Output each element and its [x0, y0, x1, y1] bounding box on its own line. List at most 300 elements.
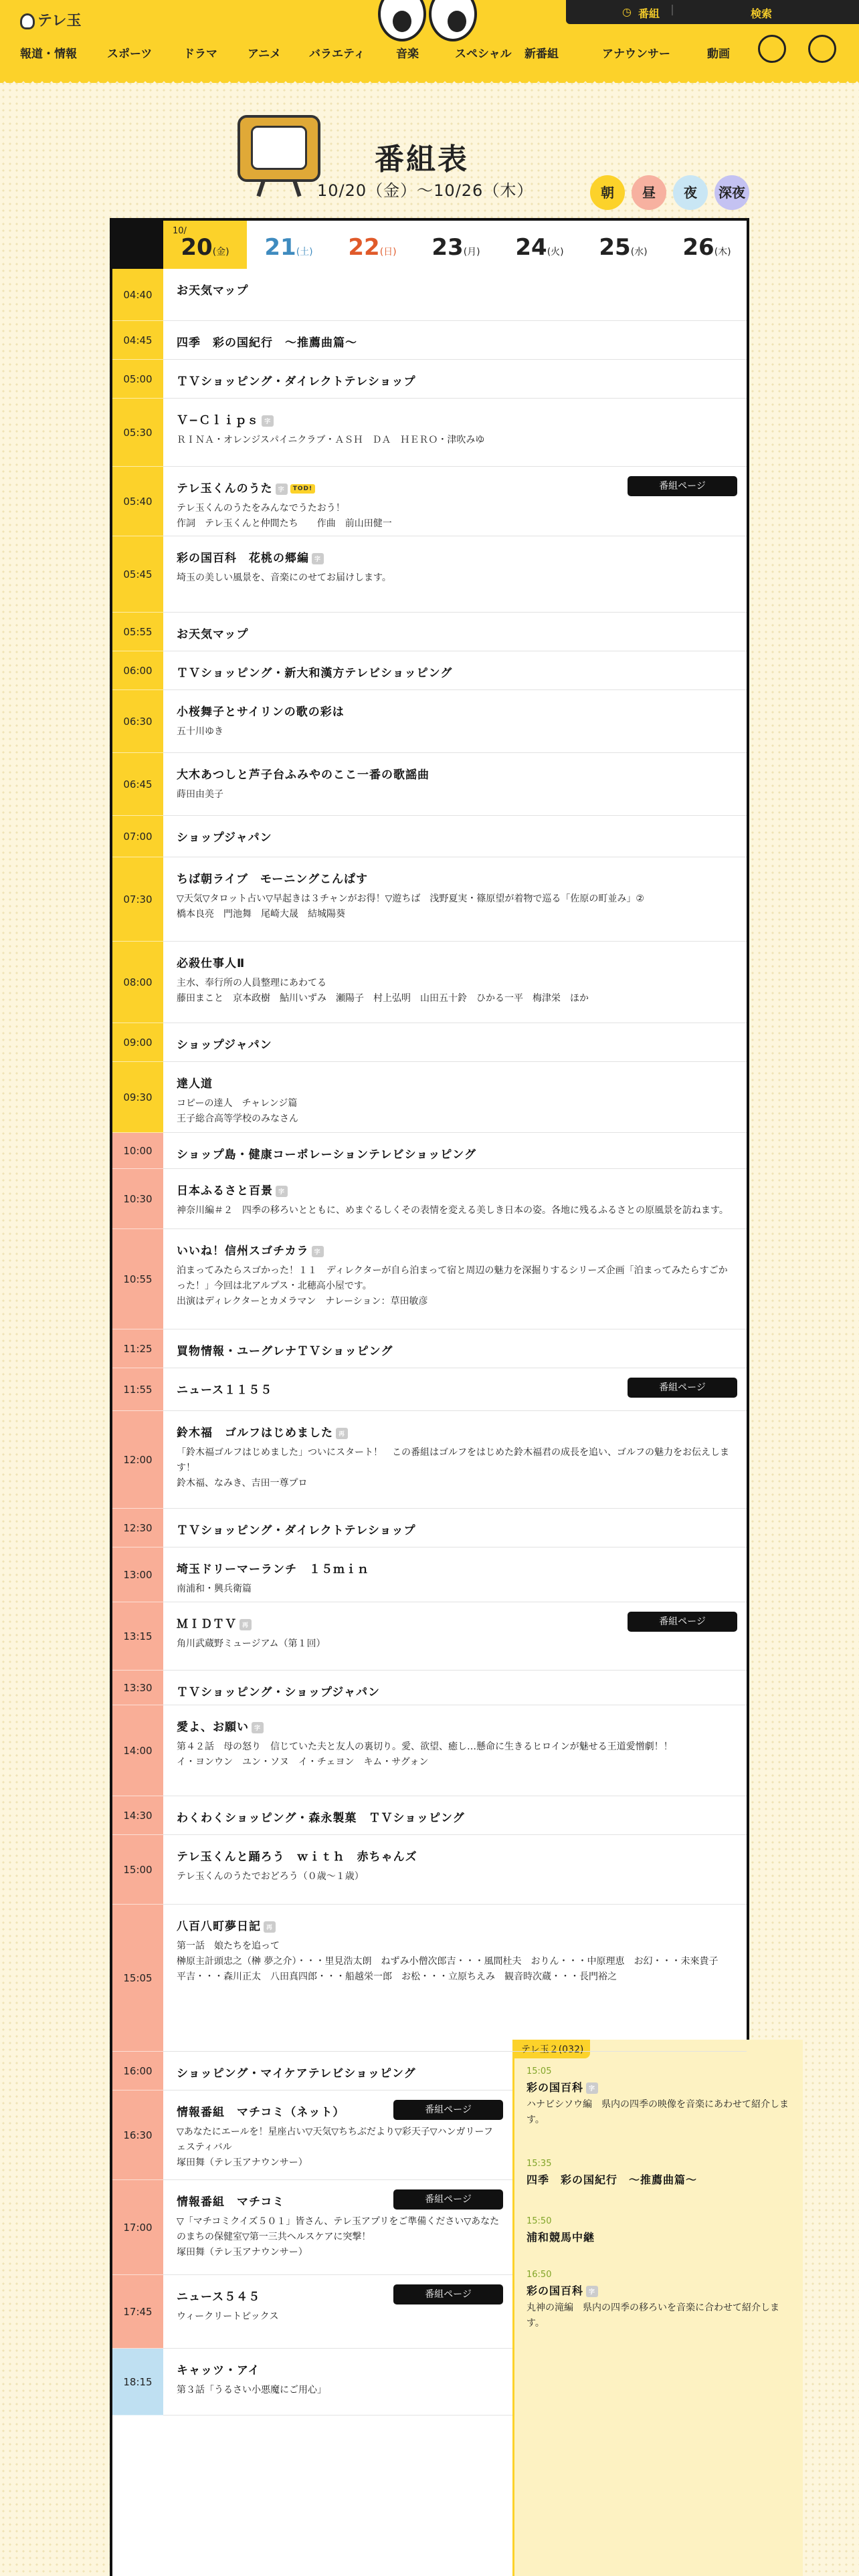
program-description [177, 1636, 736, 1652]
time-button-2[interactable]: 夜 [673, 175, 708, 210]
day-number-text: 24 [515, 234, 547, 261]
program-title-text: ＭＩＤＴＶ [177, 1618, 237, 1631]
program-row[interactable] [163, 613, 747, 651]
time-slot [112, 1796, 163, 1835]
program-title[interactable] [177, 281, 736, 298]
program-title[interactable] [177, 1917, 736, 1933]
time-label: 17:45 [123, 2305, 153, 2318]
time-slot [112, 1835, 163, 1905]
program-row[interactable] [163, 1602, 747, 1671]
sub-program-time: 16:50 [527, 2270, 552, 2280]
nav-item[interactable]: スポーツ [107, 47, 153, 61]
time-label: 06:45 [123, 778, 153, 790]
program-row[interactable] [163, 1169, 747, 1229]
program-title[interactable] [177, 1560, 736, 1576]
program-title[interactable] [177, 828, 736, 845]
program-row[interactable] [163, 2275, 512, 2349]
nav-item[interactable]: 動画 [707, 47, 730, 61]
program-row[interactable] [163, 816, 747, 857]
description-line: 「鈴木福ゴルフはじめました」ついにスタート！ この番組はゴルフをはじめた鈴木福君の成長を追い、ゴルフの魅力をお伝えします！ [177, 1447, 729, 1473]
program-row[interactable] [163, 1905, 747, 2052]
description-line: 塚田舞（テレ玉アナウンサー） [177, 2247, 308, 2258]
program-description [177, 501, 736, 532]
time-slot [112, 753, 163, 816]
program-title-text: 埼玉ドリーマーランチ １５ｍｉｎ [177, 1563, 369, 1576]
program-title-text: 買物情報・ユーグレナＴＶショッピング [177, 1345, 393, 1358]
top-link-schedule[interactable]: 番組 [638, 7, 660, 20]
time-slot [112, 1509, 163, 1547]
program-title-text: ちば朝ライブ モーニングこんぱす [177, 873, 368, 886]
nav-item[interactable]: 音楽 [396, 47, 419, 61]
program-description [177, 1939, 736, 1985]
site-header [0, 0, 859, 74]
time-slot [112, 269, 163, 321]
program-row[interactable] [163, 651, 747, 690]
nav-item[interactable]: ドラマ [183, 47, 217, 61]
top-link-search[interactable]: 検索 [751, 7, 773, 20]
program-row[interactable] [163, 269, 747, 321]
time-label: 13:15 [123, 1630, 153, 1642]
mascot-icon [20, 13, 35, 29]
program-description [177, 2309, 502, 2325]
program-row[interactable] [163, 2052, 512, 2090]
program-row[interactable] [163, 1835, 747, 1905]
mascot-nav-icon[interactable] [758, 35, 786, 63]
description-line: 作詞 テレ玉くんと仲間たち 作曲 前山田健一 [177, 518, 392, 529]
program-title[interactable] [177, 1035, 736, 1052]
program-title[interactable] [177, 663, 736, 680]
day-tab-24[interactable] [498, 221, 581, 269]
program-description [177, 891, 736, 922]
nav-item[interactable]: アナウンサー [602, 47, 670, 61]
time-label: 09:30 [123, 1091, 153, 1103]
day-number [247, 234, 330, 261]
description-line: テレ玉くんのうたでおどろう（０歳〜１歳） [177, 1871, 364, 1882]
sub-program-title-text: 四季 彩の国紀行 〜推薦曲篇〜 [527, 2173, 698, 2186]
time-label: 05:55 [123, 625, 153, 638]
time-label: 15:00 [123, 1863, 153, 1876]
day-number-text: 22 [348, 234, 380, 261]
program-row[interactable] [163, 1062, 747, 1133]
time-slot [112, 690, 163, 753]
program-row[interactable] [163, 399, 747, 467]
program-description [177, 1739, 736, 1770]
time-slot [112, 1169, 163, 1229]
mascot-nav-icon-2[interactable] [808, 35, 836, 63]
sub-program-title-text: 浦和競馬中継 [527, 2231, 595, 2244]
description-line: 神奈川編＃２ 四季の移ろいとともに、めまぐるしくその表情を変える美しき日本の姿。各地に残るふるさとの原風景を訪ねます。 [177, 1205, 729, 1216]
sub-program[interactable] [527, 2066, 794, 2128]
program-title[interactable] [177, 625, 736, 641]
program-description [177, 433, 736, 448]
program-page-button[interactable]: 番組ページ [393, 2100, 503, 2120]
time-label: 14:00 [123, 1744, 153, 1757]
description-line: コピーの達人 チャレンジ篇 [177, 1098, 298, 1109]
program-page-button[interactable]: 番組ページ [393, 2284, 503, 2304]
program-row[interactable] [163, 690, 747, 753]
sub-program-title[interactable] [527, 2171, 794, 2187]
time-slot [112, 1229, 163, 1329]
day-number [581, 234, 665, 261]
program-title-text: Ｖ−Ｃｌｉｐｓ [177, 414, 260, 427]
day-number-text: 20 [181, 234, 213, 261]
program-title[interactable] [177, 1683, 736, 1699]
description-line: テレ玉くんのうたをみんなでうたおう！ [177, 503, 345, 514]
program-title[interactable] [177, 372, 736, 389]
program-row[interactable] [163, 1368, 747, 1411]
program-title[interactable] [177, 1717, 736, 1734]
caption-badge: 再 [240, 1619, 252, 1630]
day-weekday: (日) [379, 247, 397, 257]
day-tab-25[interactable] [581, 221, 665, 269]
program-title-text: お天気マップ [177, 284, 249, 298]
program-title-text: 愛よ、お願い [177, 1721, 249, 1734]
time-slot [112, 536, 163, 613]
program-row[interactable] [163, 321, 747, 360]
time-slot [112, 1547, 163, 1602]
program-title-text: 彩の国百科 花桃の郷編 [177, 552, 309, 565]
sub-channel-panel [512, 2040, 803, 2576]
time-label: 17:00 [123, 2221, 153, 2234]
time-slot [112, 1062, 163, 1133]
description-line: 第３話「うるさい小悪魔にご用心」 [177, 2385, 326, 2395]
time-slot [112, 399, 163, 467]
caption-badge: 字 [276, 484, 288, 495]
day-number-text: 21 [264, 234, 296, 261]
time-slot [112, 2180, 163, 2275]
description-line: 王子総合高等学校のみなさん [177, 1113, 298, 1124]
program-row[interactable] [163, 1705, 747, 1796]
caption-badge: 再 [264, 1921, 276, 1933]
program-row[interactable] [163, 942, 747, 1023]
program-title[interactable] [177, 333, 736, 350]
program-title-text: 大木あつしと芦子台ふみやのここ一番の歌謡曲 [177, 768, 430, 782]
time-slot [112, 651, 163, 690]
description-line: 第４２話 母の怒り 信じていた夫と友人の裏切り。愛、欲望、癒し…懸命に生きるヒロインが魅せる王道愛憎劇！！ [177, 1741, 673, 1752]
day-weekday: (金) [212, 247, 229, 257]
program-title[interactable] [177, 1074, 736, 1091]
sub-program-title[interactable] [527, 2229, 794, 2244]
time-label: 14:30 [123, 1809, 153, 1822]
time-label: 04:40 [123, 288, 153, 301]
program-row[interactable] [163, 1229, 747, 1329]
sub-program-title[interactable] [527, 2079, 794, 2095]
program-description [177, 1445, 736, 1491]
program-row[interactable] [163, 1796, 747, 1835]
time-button-3[interactable]: 深夜 [714, 175, 749, 210]
time-label: 13:00 [123, 1568, 153, 1581]
program-title-text: 鈴木福 ゴルフはじめました [177, 1426, 333, 1440]
nav-item[interactable]: バラエティ [309, 47, 365, 61]
sub-program-time: 15:50 [527, 2216, 552, 2226]
program-description [177, 2383, 502, 2398]
time-label: 12:30 [123, 1521, 153, 1534]
program-description [177, 1869, 736, 1885]
time-label: 10:00 [123, 1144, 153, 1157]
time-slot [112, 857, 163, 942]
caption-badge: 字 [276, 1186, 288, 1197]
time-label: 05:00 [123, 372, 153, 385]
time-slot [112, 1705, 163, 1796]
program-title-text: いいね！信州スゴチカラ [177, 1245, 309, 1258]
time-slot [112, 1905, 163, 2052]
top-links-bar [566, 0, 859, 24]
time-slot [112, 2090, 163, 2180]
day-month: 10/ [173, 226, 187, 236]
day-number-text: 25 [599, 234, 631, 261]
time-slot [112, 942, 163, 1023]
time-slot [112, 1023, 163, 1062]
program-row[interactable] [163, 536, 747, 613]
caption-badge: 字 [312, 553, 324, 564]
program-description [177, 2125, 502, 2171]
program-title[interactable] [177, 1145, 736, 1162]
description-line: 榊原主計頭忠之（榊 夢之介）・・・里見浩太朗 ねずみ小僧次郎吉・・・風間杜夫 おりん・・・中原理恵 お幻・・・未來貴子 平吉・・・森川正太 八田真四郎・・・船越栄一郎 お松・・・立原ちえみ 観音時次蔵・・・長門裕之 [177, 1956, 728, 1982]
program-description [177, 2214, 502, 2260]
description-line: イ・ヨンウン ユン・ソヌ イ・チェヨン キム・サグォン [177, 1757, 429, 1767]
description-line: 第一話 娘たちを追って [177, 1941, 280, 1951]
sub-program-description [527, 2300, 794, 2331]
program-title-text: お天気マップ [177, 628, 249, 641]
time-label: 11:55 [123, 1383, 153, 1396]
description-line: 泊まってみたらスゴかった！１１ ディレクターが自ら泊まって宿と周辺の魅力を深掘りするシリーズ企画「泊まってみたらすごかった！」今回は北アルプス・北穂高小屋です。 [177, 1265, 728, 1291]
time-label: 10:55 [123, 1273, 153, 1285]
description-line: 角川武蔵野ミュージアム（第１回） [177, 1638, 326, 1649]
program-title-text: ショップジャパン [177, 831, 272, 845]
time-label: 16:30 [123, 2129, 153, 2141]
day-tab-22[interactable] [330, 221, 414, 269]
time-button-0[interactable]: 朝 [590, 175, 625, 210]
description-line: 蒔田由美子 [177, 789, 223, 800]
program-page-button[interactable]: 番組ページ [393, 2189, 503, 2210]
program-row[interactable] [163, 1329, 747, 1368]
program-title[interactable] [177, 548, 736, 565]
description-line: 塚田舞（テレ玉アナウンサー） [177, 2157, 308, 2168]
description-line: ▽あなたにエールを！星座占い▽天気▽ちちぶだより▽彩天子▽ハンガリーフェスティバル [177, 2127, 493, 2153]
program-row[interactable] [163, 2180, 512, 2275]
description-line: ＲＩＮＡ・オレンジスパイニクラブ・ＡＳＨ ＤＡ ＨＥＲＯ・津吹みゆ [177, 435, 485, 445]
caption-badge: 字 [252, 1722, 264, 1733]
description-line: ▽「マチコミクイズ５０１」皆さん、テレ玉アプリをご準備ください▽あなたのまちの保健室▽第一三共ヘルスケアに突撃！ [177, 2216, 500, 2242]
day-weekday: (水) [630, 247, 648, 257]
program-row[interactable] [163, 1411, 747, 1509]
description-line: 橋本良亮 門池舞 尾崎大晟 結城陽葵 [177, 909, 345, 920]
main-nav [0, 41, 859, 63]
description-line: ハナビシソウ編 県内の四季の映像を音楽にあわせて紹介します。 [527, 2099, 789, 2125]
day-weekday: (木) [714, 247, 731, 257]
program-row[interactable] [163, 857, 747, 942]
program-title[interactable] [177, 869, 736, 886]
program-description [177, 787, 736, 802]
time-slot [112, 467, 163, 536]
program-title[interactable] [177, 954, 736, 970]
mascot-eyes-icon [378, 0, 478, 43]
time-label: 13:30 [123, 1681, 153, 1694]
day-weekday: (土) [296, 247, 313, 257]
program-title[interactable] [177, 1241, 736, 1258]
description-line: 主水、奉行所の人員整理にあわてる [177, 978, 326, 988]
day-number [498, 234, 581, 261]
program-description [177, 724, 736, 740]
time-slot [112, 2349, 163, 2416]
time-label: 16:00 [123, 2064, 153, 2077]
sub-program-time: 15:05 [527, 2066, 552, 2076]
top-bar-divider: | [670, 3, 674, 15]
day-weekday: (月) [463, 247, 480, 257]
tod-badge: TOD! [290, 484, 315, 494]
caption-badge: 字 [586, 2082, 598, 2094]
time-slot [112, 2052, 163, 2090]
program-title-text: 情報番組 マチコミ [177, 2195, 285, 2209]
program-title-text: テレ玉くんのうた [177, 482, 273, 496]
program-description [177, 1096, 736, 1127]
sub-program[interactable] [527, 2216, 794, 2244]
program-title[interactable] [177, 1847, 736, 1864]
program-title[interactable] [177, 1423, 736, 1440]
day-tab-21[interactable] [247, 221, 330, 269]
program-page-button[interactable]: 番組ページ [628, 1378, 737, 1398]
time-slot [112, 816, 163, 857]
day-number-text: 23 [432, 234, 464, 261]
description-line: ▽天気▽タロット占い▽早起きは３チャンがお得！▽遊ちば 浅野夏実・篠原望が着物で巡る「佐原の町並み」② [177, 893, 644, 904]
date-range: 10/20（金）〜10/26（木） [317, 181, 534, 200]
nav-item[interactable]: スペシャル [455, 47, 512, 61]
time-slot [112, 1602, 163, 1671]
program-title-text: 必殺仕事人Ⅱ [177, 957, 246, 970]
time-slot [112, 321, 163, 360]
program-description [177, 1582, 736, 1597]
program-row[interactable] [163, 1509, 747, 1547]
program-title-text: 八百八町夢日記 [177, 1920, 261, 1933]
program-title[interactable] [177, 1181, 736, 1198]
site-logo[interactable] [20, 9, 82, 30]
sub-channel-label: テレ玉２(032) [514, 2040, 590, 2058]
program-title-text: ＴＶショッピング・新大和漢方テレビショッピング [177, 667, 453, 680]
sub-program-title-text: 彩の国百科 [527, 2284, 584, 2297]
program-title[interactable] [177, 1521, 736, 1537]
program-row[interactable] [163, 360, 747, 399]
program-row[interactable] [163, 1023, 747, 1062]
time-slot [112, 613, 163, 651]
program-title[interactable] [177, 765, 736, 782]
page-title: 番組表 [375, 142, 469, 177]
sub-program[interactable] [527, 2270, 794, 2331]
program-row[interactable] [163, 2349, 512, 2416]
day-tab-20[interactable] [163, 221, 247, 269]
program-description [177, 1203, 736, 1218]
program-title[interactable] [177, 2064, 502, 2080]
program-title-text: 日本ふるさと百景 [177, 1184, 273, 1198]
sub-program[interactable] [527, 2159, 794, 2187]
program-title-text: ショップ島・健康コーポレーションテレビショッピング [177, 1148, 476, 1162]
description-line: 埼玉の美しい風景を、音楽にのせてお届けします。 [177, 572, 391, 583]
time-label: 15:05 [123, 1971, 153, 1984]
program-page-button[interactable]: 番組ページ [628, 476, 737, 496]
time-slot [112, 1411, 163, 1509]
time-label: 05:30 [123, 426, 153, 439]
program-title-text: テレ玉くんと踊ろう ｗｉｔｈ 赤ちゃんズ [177, 1850, 417, 1864]
time-label: 12:00 [123, 1453, 153, 1466]
time-label: 08:00 [123, 976, 153, 988]
program-title[interactable] [177, 1808, 736, 1825]
time-slot [112, 1329, 163, 1368]
program-title-text: キャッツ・アイ [177, 2364, 260, 2377]
description-line: 鈴木福、なみき、吉田一尊プロ [177, 1478, 308, 1489]
time-label: 09:00 [123, 1036, 153, 1049]
time-slot [112, 2275, 163, 2349]
time-slot [112, 360, 163, 399]
program-row[interactable] [163, 1671, 747, 1705]
program-page-button[interactable]: 番組ページ [628, 1612, 737, 1632]
description-line: 藤田まこと 京本政樹 鮎川いずみ 瀬陽子 村上弘明 山田五十鈴 ひかる一平 梅津栄 ほか [177, 993, 589, 1004]
description-line: 丸神の滝編 県内の四季の移ろいを音楽に合わせて紹介します。 [527, 2302, 779, 2329]
program-description [177, 976, 736, 1006]
program-grid [110, 269, 789, 2576]
program-row[interactable] [163, 2090, 512, 2180]
corner-block [112, 221, 163, 269]
program-title-text: ＴＶショッピング・ショップジャパン [177, 1686, 380, 1699]
sub-program-title[interactable] [527, 2282, 794, 2298]
description-line: 五十川ゆき [177, 726, 223, 737]
program-title[interactable] [177, 1341, 736, 1358]
description-line: ウィークリートピックス [177, 2311, 279, 2322]
program-description [177, 1263, 736, 1309]
time-label: 06:00 [123, 664, 153, 677]
day-number [414, 234, 498, 261]
program-title-text: ショッピング・マイケアテレビショッピング [177, 2067, 416, 2080]
program-title-text: ショップジャパン [177, 1039, 272, 1052]
program-title-text: わくわくショッピング・森永製菓 ＴＶショッピング [177, 1812, 465, 1825]
time-label: 05:45 [123, 568, 153, 580]
logo-text: テレ玉 [37, 13, 82, 29]
time-label: 05:40 [123, 495, 153, 508]
caption-badge: 字 [586, 2286, 598, 2297]
day-tab-23[interactable] [414, 221, 498, 269]
time-label: 10:30 [123, 1192, 153, 1205]
sub-program-title-text: 彩の国百科 [527, 2081, 584, 2094]
program-row[interactable] [163, 1547, 747, 1602]
program-title[interactable] [177, 2361, 502, 2377]
description-line: 南浦和・興兵衛篇 [177, 1584, 252, 1594]
nav-item[interactable]: アニメ [248, 47, 282, 61]
program-row[interactable] [163, 1133, 747, 1169]
program-title-text: 達人道 [177, 1077, 213, 1091]
sub-program-time: 15:35 [527, 2159, 552, 2169]
time-label: 18:15 [123, 2375, 153, 2388]
time-label: 11:25 [123, 1342, 153, 1355]
program-title-text: 四季 彩の国紀行 〜推薦曲篇〜 [177, 336, 357, 350]
time-slot [112, 1671, 163, 1705]
nav-item[interactable]: 新番組 [524, 47, 559, 61]
sub-program-description [527, 2097, 794, 2128]
time-label: 04:45 [123, 334, 153, 346]
day-tab-26[interactable] [665, 221, 749, 269]
program-row[interactable] [163, 467, 747, 536]
nav-item[interactable]: 報道・情報 [20, 47, 77, 61]
time-button-1[interactable]: 昼 [632, 175, 666, 210]
program-row[interactable] [163, 753, 747, 816]
program-title[interactable] [177, 411, 736, 427]
caption-badge: 字 [312, 1246, 324, 1257]
day-number [665, 234, 749, 261]
program-title-text: 情報番組 マチコミ（ネット） [177, 2106, 345, 2119]
time-label: 06:30 [123, 715, 153, 728]
time-label: 07:00 [123, 830, 153, 843]
time-slot [112, 1133, 163, 1169]
program-title[interactable] [177, 702, 736, 719]
program-title-text: ニュース１１５５ [177, 1384, 273, 1397]
time-slot [112, 1368, 163, 1411]
